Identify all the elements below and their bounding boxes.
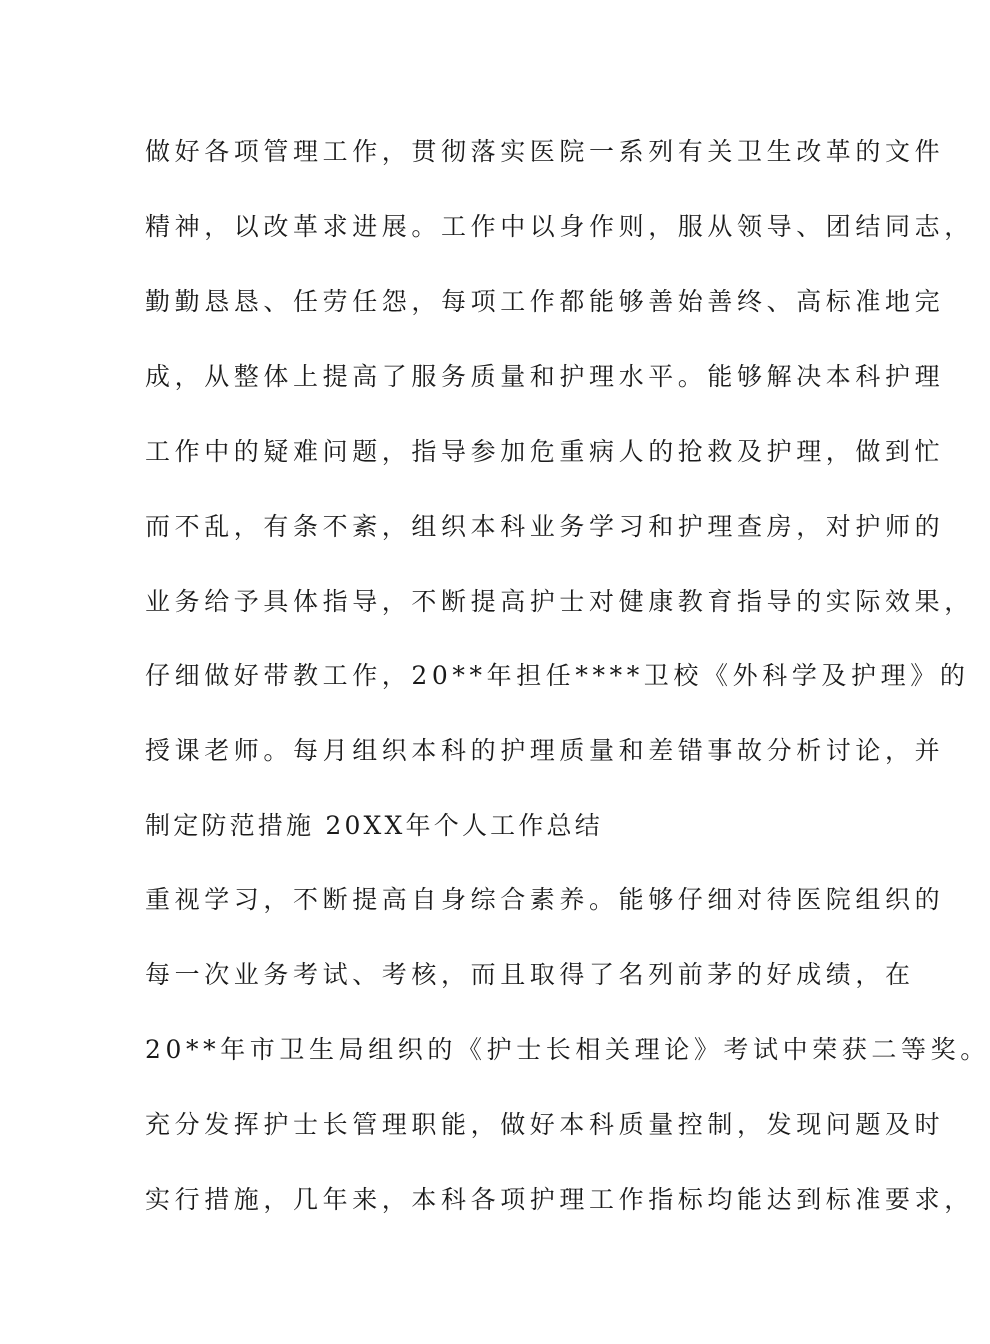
paragraph-line-9: 授课老师。每月组织本科的护理质量和差错事故分析讨论，并 xyxy=(145,736,945,765)
paragraph-line-13: 20**年市卫生局组织的《护士长相关理论》考试中荣获二等奖。 xyxy=(145,1035,990,1064)
paragraph-line-12: 每一次业务考试、考核，而且取得了名列前茅的好成绩，在 xyxy=(145,960,915,989)
paragraph-line-15: 实行措施，几年来，本科各项护理工作指标均能达到标准要求， xyxy=(145,1185,974,1214)
paragraph-line-2: 精神，以改革求进展。工作中以身作则，服从领导、团结同志， xyxy=(145,212,974,241)
paragraph-line-5: 工作中的疑难问题，指导参加危重病人的抢救及护理，做到忙 xyxy=(145,437,945,466)
paragraph-line-7: 业务给予具体指导，不断提高护士对健康教育指导的实际效果， xyxy=(145,587,974,616)
paragraph-line-1: 做好各项管理工作，贯彻落实医院一系列有关卫生改革的文件 xyxy=(145,137,945,166)
paragraph-line-6: 而不乱，有条不紊，组织本科业务学习和护理查房，对护师的 xyxy=(145,512,945,541)
paragraph-line-10: 制定防范措施 20XX年个人工作总结 xyxy=(145,811,603,840)
paragraph-line-4: 成，从整体上提高了服务质量和护理水平。能够解决本科护理 xyxy=(145,362,945,391)
paragraph-line-3: 勤勤恳恳、任劳任怨，每项工作都能够善始善终、高标准地完 xyxy=(145,287,945,316)
paragraph-line-14: 充分发挥护士长管理职能，做好本科质量控制，发现问题及时 xyxy=(145,1110,945,1139)
paragraph-line-11: 重视学习，不断提高自身综合素养。能够仔细对待医院组织的 xyxy=(145,885,945,914)
paragraph-line-8: 仔细做好带教工作，20**年担任****卫校《外科学及护理》的 xyxy=(145,661,970,690)
